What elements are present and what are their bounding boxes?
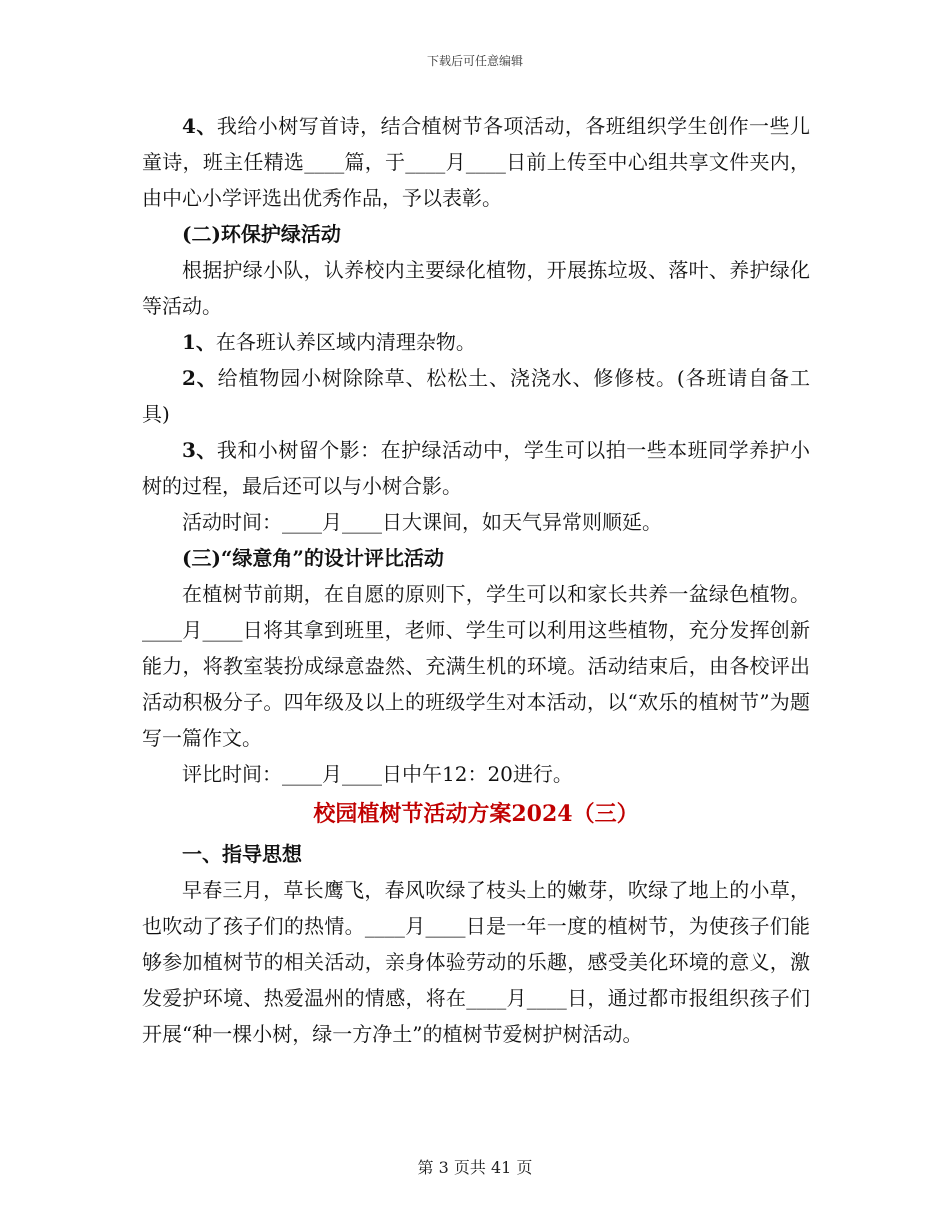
page-header: 下载后可任意编辑 — [426, 54, 523, 68]
paragraph-text: 我和小树留个影：在护绿活动中，学生可以拍一些本班同学养护小树的过程，最后还可以与小树合影。 — [142, 438, 810, 498]
list-number: 2、 — [182, 366, 218, 390]
paragraph: 在植树节前期，在自愿的原则下，学生可以和家长共养一盆绿色植物。____月____日将其拿到班里，老师、学生可以利用这些植物，充分发挥创新能力，将教室装扮成绿意盎然、充满生机的环境。活动结束后，由各校评出活动积极分子。四年级及以上的班级学生对本活动，以“欢乐的植树节”为题写一篇作文。 — [142, 582, 810, 750]
document-title: 校园植树节活动方案2024（三） — [313, 801, 639, 827]
paragraph: 早春三月，草长鹰飞，春风吹绿了枝头上的嫩芽，吹绿了地上的小草，也吹动了孩子们的热情。____月____日是一年一度的植树节，为使孩子们能够参加植树节的相关活动，亲身体验劳动的乐趣，感受美化环境的意义，激发爱护环境、热爱温州的情感，将在____月____日，通过都市报组织孩子们开展“种一棵小树，绿一方净土”的植树节爱树护树活动。 — [142, 878, 810, 1046]
paragraph-text: 我给小树写首诗，结合植树节各项活动，各班组织学生创作一些儿童诗，班主任精选____篇，于____月____日前上传至中心组共享文件夹内，由中心小学评选出优秀作品，予以表彰。 — [142, 114, 810, 210]
list-item-1 — [142, 324, 810, 360]
list-number: 4、 — [182, 114, 217, 138]
section-heading-guiding: 一、指导思想 — [182, 842, 302, 866]
list-item-2 — [142, 360, 810, 432]
list-number: 3、 — [182, 438, 217, 462]
document-body — [142, 108, 810, 1052]
paragraph-activity-time: 活动时间：____月____日大课间，如天气异常则顺延。 — [182, 510, 662, 534]
paragraph: 根据护绿小队，认养校内主要绿化植物，开展拣垃圾、落叶、养护绿化等活动。 — [142, 258, 810, 318]
section-heading-eco: (二)环保护绿活动 — [182, 222, 341, 246]
list-number: 1、 — [182, 330, 216, 354]
section-heading-green-corner: (三)“绿意角”的设计评比活动 — [182, 546, 444, 570]
paragraph-text: 在各班认养区域内清理杂物。 — [215, 330, 476, 354]
paragraph-text: 给植物园小树除除草、松松土、浇浇水、修修枝。(各班请自备工具) — [142, 366, 810, 426]
list-item-3 — [142, 432, 810, 504]
paragraph-judging-time: 评比时间：____月____日中午12：20进行。 — [182, 762, 573, 786]
list-item-4 — [142, 108, 810, 216]
page-footer: 第 3 页共 41 页 — [417, 1158, 533, 1177]
